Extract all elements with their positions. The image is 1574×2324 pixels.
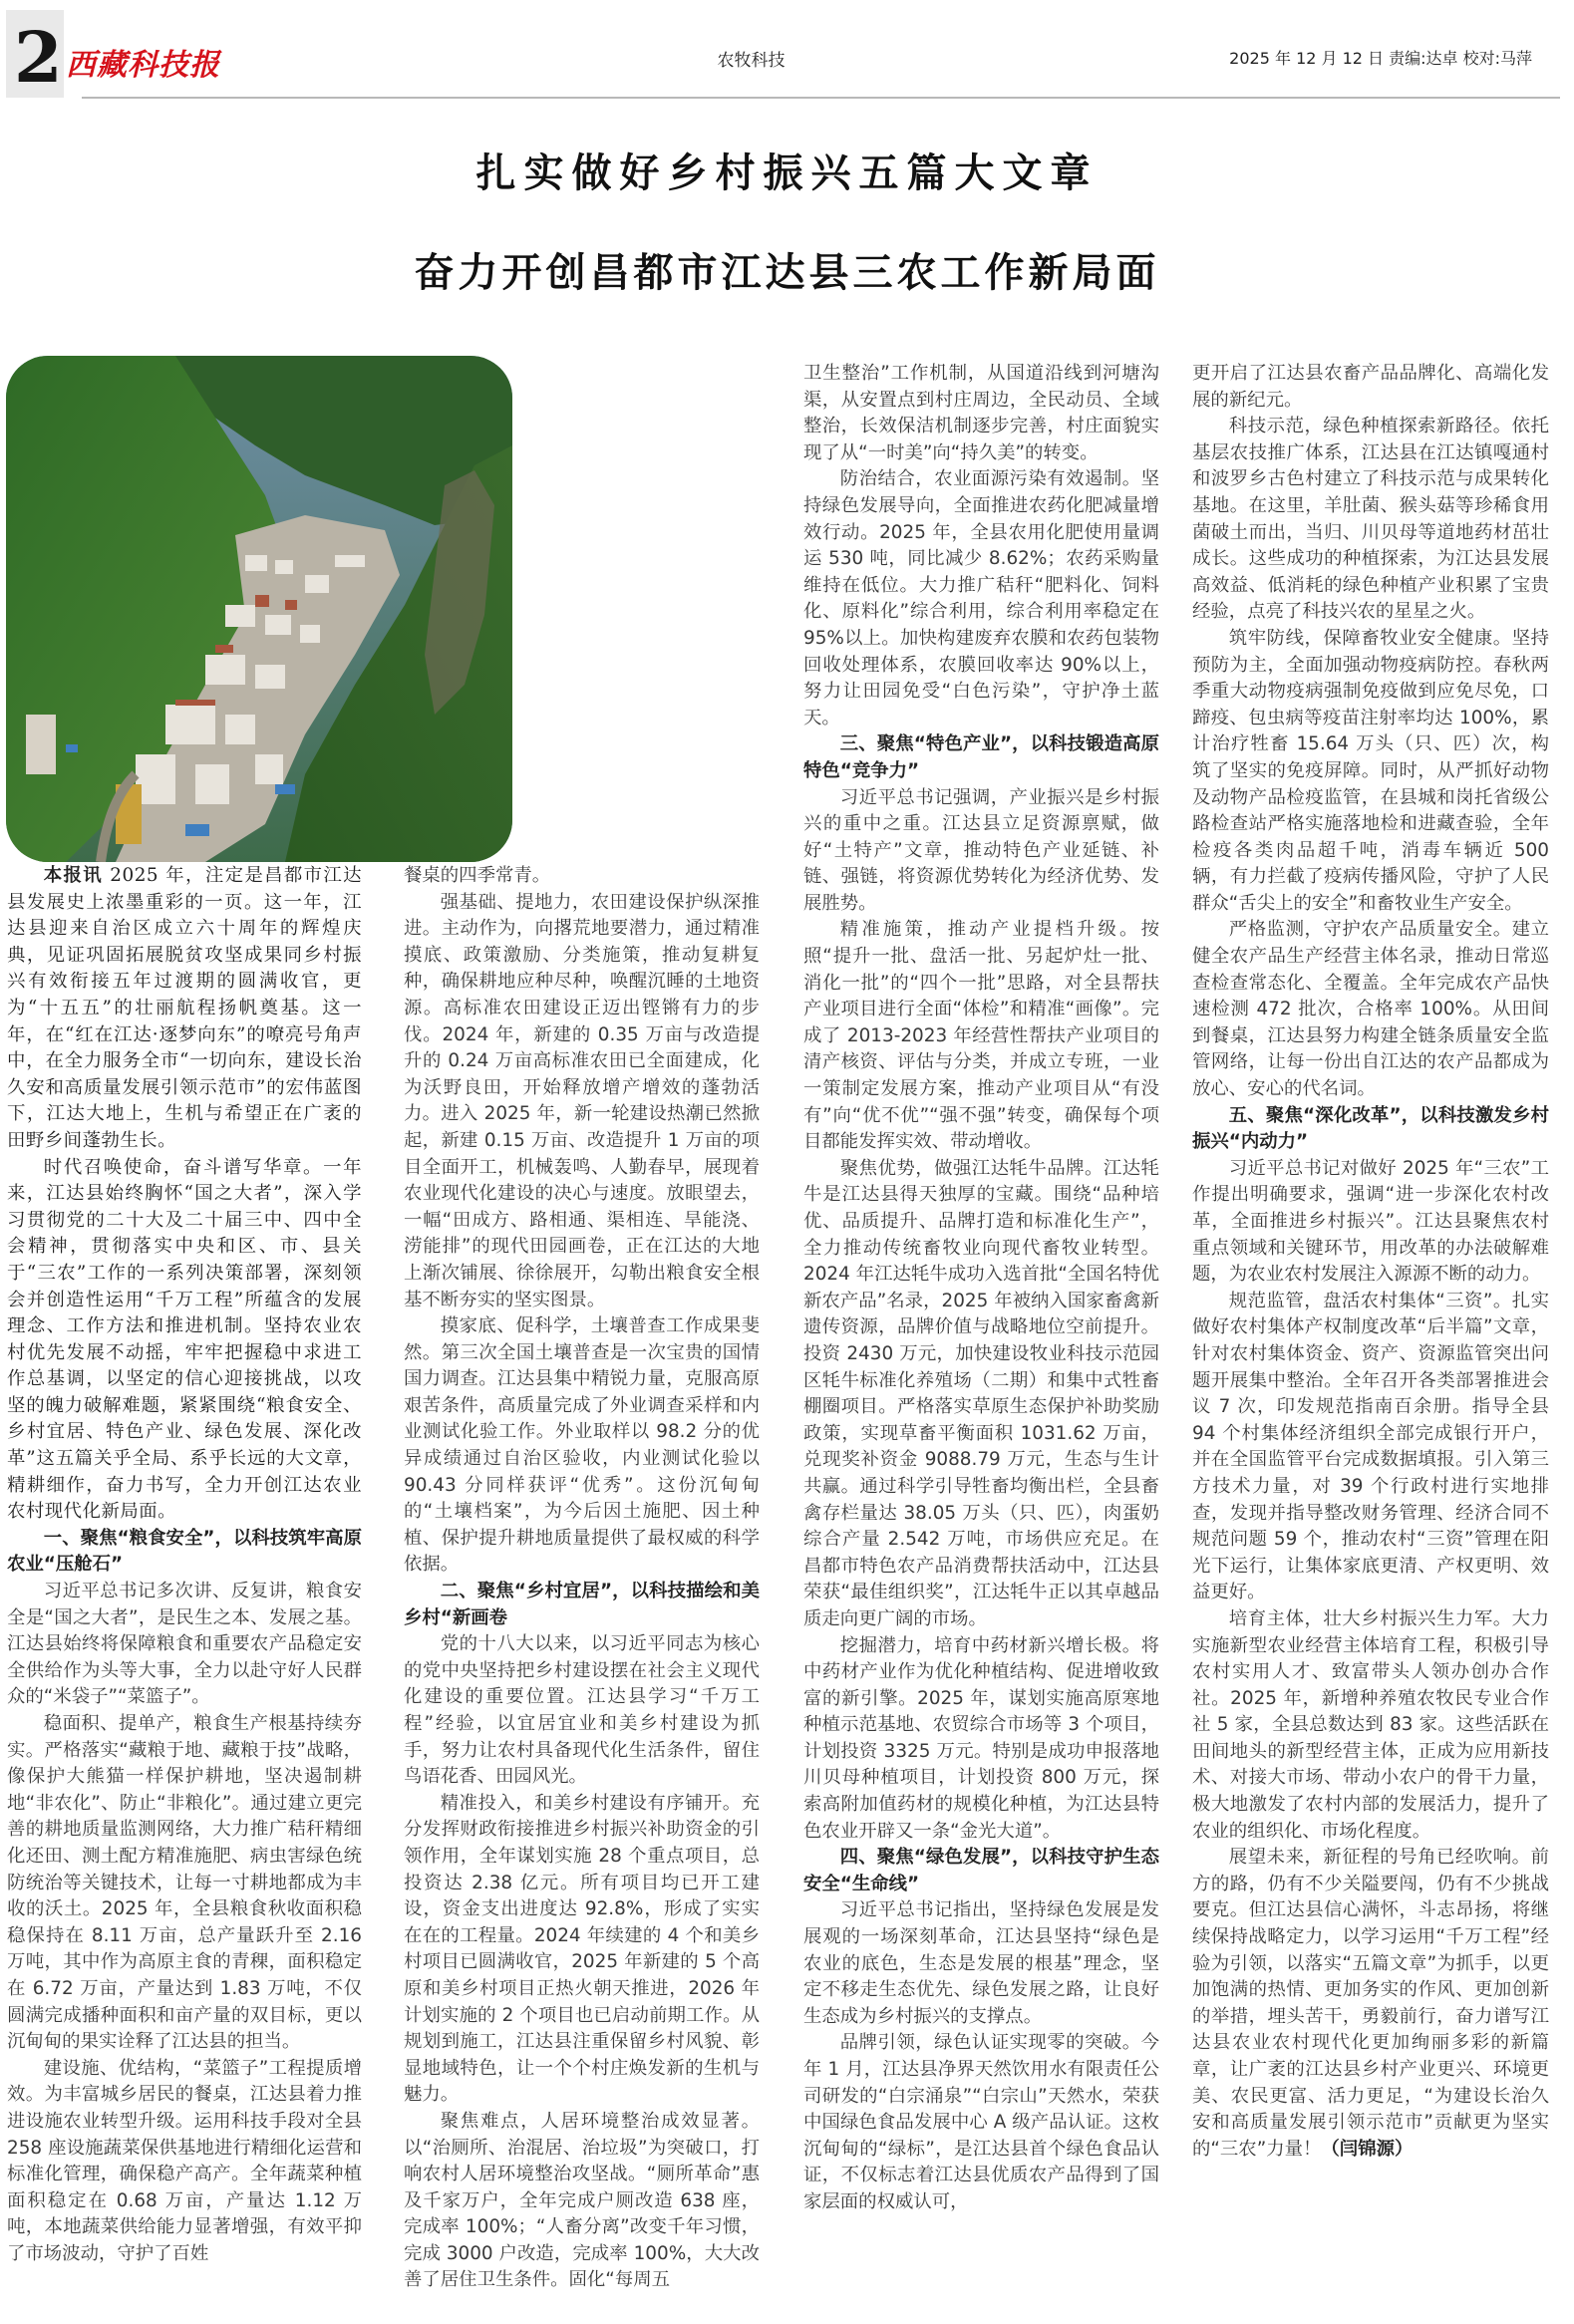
section-heading-1: 一、聚焦“粮食安全”，以科技筑牢高原农业“压舱石” [7, 1527, 362, 1576]
paragraph: 筑牢防线，保障畜牧业安全健康。坚持预防为主，全面加强动物疫病防控。春秋两季重大动物疫病强制免疫做到应免尽免，口蹄疫、包虫病等疫苗注射率均达 100%，累计治疗牲畜 15.64 万头（只、匹）次，构筑了坚实的免疫屏障。同时，从严抓好动物及动物产品检疫监管，在县城和岗托省级公路检查站严格实施落地检和进藏查验，全年检疫各类肉品超千吨，消毒车辆近 500 辆，有力拦截了疫病传播风险，守护了人民群众“舌尖上的安全”和畜牧业生产安全。 [1192, 627, 1549, 914]
paragraph: 品牌引领，绿色认证实现零的突破。今年 1 月，江达县净界天然饮用水有限责任公司研发的“白宗涌泉”“白宗山”天然水，荣获中国绿色食品发展中心 A 级产品认证。这枚沉甸甸的“绿标”，是江达县首个绿色食品认证，不仅标志着江达县优质农产品得到了国家层面的权威认可， [803, 2032, 1159, 2212]
masthead [0, 0, 1574, 100]
paragraph: 党的十八大以来，以习近平同志为核心的党中央坚持把乡村建设摆在社会主义现代化建设的重要位置。江达县学习“千万工程”经验，以宜居宜业和美乡村建设为抓手，努力让农村具备现代化生活条件，留住鸟语花香、田园风光。 [404, 1633, 760, 1788]
article-column-1 [7, 863, 362, 2324]
dateline: 2025 年 12 月 12 日 责编:达卓 校对:马萍 [1229, 49, 1532, 68]
section-heading-5: 五、聚焦“深化改革”，以科技激发乡村振兴“内动力” [1192, 1104, 1549, 1153]
newspaper-logo: 西藏科技报 [66, 48, 220, 83]
paragraph: 科技示范，绿色种植探索新路径。依托基层农技推广体系，江达县在江达镇嘎通村和波罗乡古色村建立了科技示范与成果转化基地。在这里，羊肚菌、猴头菇等珍稀食用菌破土而出，当归、川贝母等道地药材茁壮成长。这些成功的种植探索，为江达县发展高效益、低消耗的绿色种植产业积累了宝贵经验，点亮了科技兴农的星星之火。 [1192, 416, 1549, 623]
section-heading-2: 二、聚焦“乡村宜居”，以科技描绘和美乡村“新画卷 [404, 1581, 760, 1628]
paragraph: 挖掘潜力，培育中药材新兴增长极。将中药材产业作为优化种植结构、促进增收致富的新引擎。2025 年，谋划实施高原寒地种植示范基地、农贸综合市场等 3 个项目，计划投资 3325 万元。特别是成功申报落地川贝母种植项目，计划投资 800 万元，探索高附加值药材的规模化种植，为江达县特色农业开辟又一条“金光大道”。 [803, 1634, 1159, 1842]
paragraph: 摸家底、促科学，土壤普查工作成果斐然。第三次全国土壤普查是一次宝贵的国情国力调查。江达县集中精锐力量，克服高原艰苦条件，高质量完成了外业调查采样和内业测试化验工作。外业取样以 98.2 分的优异成绩通过自治区验收，内业测试化验以 90.43 分同样获评“优秀”。这份沉甸甸的“土壤档案”，为今后因土施肥、因土种植、保护提升耕地质量提供了最权威的科学依据。 [404, 1315, 760, 1576]
paragraph: 防治结合，农业面源污染有效遏制。坚持绿色发展导向，全面推进农药化肥减量增效行动。2025 年，全县农用化肥使用量调运 530 吨，同比减少 8.62%；农药采购量维持在低位。大力推广秸秆“肥料化、饲料化、原料化”综合利用，综合利用率稳定在 95%以上。加快构建废弃农膜和农药包装物回收处理体系，农膜回收率达 90%以上，努力让田园免受“白色污染”，守护净土蓝天。 [803, 468, 1159, 728]
paragraph: 培育主体，壮大乡村振兴生力军。大力实施新型农业经营主体培育工程，积极引导农村实用人才、致富带头人领办创办合作社。2025 年，新增种养殖农牧民专业合作社 5 家，全县总数达到 83 家。这些活跃在田间地头的新型经营主体，正成为应用新技术、对接大市场、带动小农户的骨干力量，极大地激发了农村内部的发展活力，提升了农业的组织化、市场化程度。 [1192, 1607, 1549, 1842]
paragraph: 精准投入，和美乡村建设有序铺开。充分发挥财政衔接推进乡村振兴补助资金的引领作用，全年谋划实施 28 个重点项目，总投资达 2.38 亿元。所有项目均已开工建设，资金支出进度达 92.8%，形成了实实在在的工程量。2024 年续建的 4 个和美乡村项目已圆满收官，2025 年新建的 5 个高原和美乡村项目正热火朝天推进，2026 年计划实施的 2 个项目也已启动前期工作。从规划到施工，江达县注重保留乡村风貌、彰显地域特色，让一个个村庄焕发新的生机与魅力。 [404, 1792, 760, 2106]
closing-text: 展望未来，新征程的号角已经吹响。前方的路，仍有不少关隘要闯，仍有不少挑战要克。但江达县信心满怀，斗志昂扬，将继续保持战略定力，以学习运用“千万工程”经验为引领，以落实“五篇文章”为抓手，以更加饱满的热情、更加务实的作风、更加创新的举措，埋头苦干，勇毅前行，奋力谱写江达县农业农村现代化更加绚丽多彩的新篇章，让广袤的江达县乡村产业更兴、环境更美、农民更富、活力更足，“为建设长治久安和高质量发展引领示范市”贡献更为坚实的“三农”力量！ [1192, 1847, 1549, 2160]
paragraph: 聚焦难点，人居环境整治成效显著。以“治厕所、治混居、治垃圾”为突破口，打响农村人居环境整治攻坚战。“厕所革命”惠及千家万户，全年完成户厕改造 638 座，完成率 100%；“人畜分离”改变千年习惯，完成 3000 户改造，完成率 100%，大大改善了居住卫生条件。固化“每周五 [404, 2110, 760, 2291]
section-heading-4: 四、聚焦“绿色发展”，以科技守护生态安全“生命线” [803, 1847, 1159, 1894]
paragraph-continued: 更开启了江达县农畜产品品牌化、高端化发展的新纪元。 [1192, 363, 1549, 411]
paragraph: 稳面积、提单产，粮食生产根基持续夯实。严格落实“藏粮于地、藏粮于技”战略，像保护大熊猫一样保护耕地，坚决遏制耕地“非农化”、防止“非粮化”。通过建立更完善的耕地质量监测网络，大力推广秸秆精细化还田、测土配方精准施肥、病虫害绿色统防统治等关键技术，让每一寸耕地都成为丰收的沃土。2025 年，全县粮食秋收面积稳稳保持在 8.11 万亩，总产量跃升至 2.16 万吨，其中作为高原主食的青稞，面积稳定在 6.72 万亩，产量达到 1.83 万吨，不仅圆满完成播种面积和亩产量的双目标，更以沉甸甸的果实诠释了江达县的担当。 [7, 1713, 362, 2053]
valley-town-photo [6, 356, 512, 862]
paragraph: 习近平总书记强调，产业振兴是乡村振兴的重中之重。江达县立足资源禀赋，做好“土特产”文章，推动特色产业延链、补链、强链，将资源优势转化为经济优势、发展胜势。 [803, 786, 1159, 914]
headline-line-2: 奋力开创昌都市江达县三农工作新局面 [414, 249, 1160, 296]
paragraph: 习近平总书记多次讲、反复讲，粮食安全是“国之大者”，是民生之本、发展之基。江达县始终将保障粮食和重要农产品稳定安全供给作为头等大事，全力以赴守好人民群众的“米袋子”“菜篮子”。 [7, 1581, 362, 1708]
paragraph: 强基础、提地力，农田建设保护纵深推进。主动作为，向撂荒地要潜力，通过精准摸底、政策激励、分类施策，推动复耕复种，确保耕地应种尽种，唤醒沉睡的土地资源。高标准农田建设正迈出铿锵有力的步伐。2024 年，新建的 0.35 万亩与改造提升的 0.24 万亩高标准农田已全面建成，化为沃野良田，开始释放增产增效的蓬勃活力。进入 2025 年，新一轮建设热潮已然掀起，新建 0.15 万亩、改造提升 1 万亩的项目全面开工，机械轰鸣、人勤春早，展现着农业现代化建设的决心与速度。放眼望去，一幅“田成方、路相通、渠相连、旱能浇、涝能排”的现代田园画卷，正在江达的大地上渐次铺展、徐徐展开，勾勒出粮食安全根基不断夯实的坚实图景。 [404, 891, 760, 1310]
paragraph-continued: 卫生整治”工作机制，从国道沿线到河塘沟渠，从安置点到村庄周边，全民动员、全域整治，长效保洁机制逐步完善，村庄面貌实现了从“一时美”向“持久美”的转变。 [803, 363, 1159, 463]
lead-paragraph [7, 863, 362, 1155]
intro-paragraph: 时代召唤使命，奋斗谱写华章。一年来，江达县始终胸怀“国之大者”，深入学习贯彻党的二十大及二十届三中、四中全会精神，贯彻落实中央和区、市、县关于“三农”工作的一系列决策部署，深刻领会并创造性运用“千万工程”所蕴含的发展理念、工作方法和推进机制。坚持农业农村优先发展不动摇，牢牢把握稳中求进工作总基调，以坚定的信心迎接挑战，以攻坚的魄力破解难题，紧紧围绕“粮食安全、乡村宜居、特色产业、绿色发展、深化改革”这五篇关乎全局、系乎长远的大文章，精耕细作，奋力书写，全力开创江达农业农村现代化新局面。 [7, 1156, 362, 1523]
paragraph: 习近平总书记对做好 2025 年“三农”工作提出明确要求，强调“进一步深化农村改革，全面推进乡村振兴”。江达县聚焦农村重点领域和关键环节，用改革的办法破解难题，为农业农村发展注入源源不断的动力。 [1192, 1157, 1549, 1286]
lead-tag: 本报讯 [43, 865, 104, 886]
article-column-3 [803, 361, 1159, 2324]
paragraph: 习近平总书记指出，坚持绿色发展是发展观的一场深刻革命，江达县坚持“绿色是农业的底色，生态是发展的根基”理念，坚定不移走生态优先、绿色发展之路，让良好生态成为乡村振兴的支撑点。 [803, 1899, 1159, 2027]
paragraph: 建设施、优结构，“菜篮子”工程提质增效。为丰富城乡居民的餐桌，江达县着力推进设施农业转型升级。运用科技手段对全县 258 座设施蔬菜保供基地进行精细化运营和标准化管理，确保稳产高产。全年蔬菜种植面积稳定在 0.68 万亩，产量达 1.12 万吨，本地蔬菜供给能力显著增强，有效平抑了市场波动，守护了百姓 [7, 2057, 362, 2264]
article-photo [6, 356, 512, 862]
paragraph-continued: 餐桌的四季常青。 [404, 865, 551, 886]
section-heading-3: 三、聚焦“特色产业”，以科技锻造高原特色“竞争力” [803, 733, 1159, 781]
paragraph: 严格监测，守护农产品质量安全。建立健全农产品生产经营主体名录，推动日常巡查检查常态化、全覆盖。全年完成农产品快速检测 472 批次，合格率 100%。从田间到餐桌，江达县努力构建全链条质量安全监管网络，让每一份出自江达的农产品都成为放心、安心的代名词。 [1192, 919, 1549, 1100]
page-number: 2 [14, 16, 63, 99]
paragraph: 精准施策，推动产业提档升级。按照“提升一批、盘活一批、另起炉灶一批、消化一批”的“四个一批”思路，对全县帮扶产业项目进行全面“体检”和精准“画像”。完成了 2013-2023 年经营性帮扶产业项目的清产核资、评估与分类，并成立专班，一业一策制定发展方案，推动产业项目从“有没有”向“优不优”“强不强”转变，确保每个项目都能发挥实效、带动增收。 [803, 919, 1159, 1153]
paragraph: 规范监管，盘活农村集体“三资”。扎实做好农村集体产权制度改革“后半篇”文章，针对农村集体资金、资产、资源监管突出问题开展集中整治。全年召开各类部署推进会议 7 次，印发规范指南百余册。指导全县 94 个村集体经济组织全部完成银行开户，并在全国监管平台完成数据填报。引入第三方技术力量，对 39 个行政村进行实地排查，发现并指导整改财务管理、经济合同不规范问题 59 个，推动农村“三资”管理在阳光下运行，让集体家底更清、产权更明、效益更好。 [1192, 1290, 1549, 1603]
paragraph: 聚焦优势，做强江达牦牛品牌。江达牦牛是江达县得天独厚的宝藏。围绕“品种培优、品质提升、品牌打造和标准化生产”，全力推动传统畜牧业向现代畜牧业转型。2024 年江达牦牛成功入选首批“全国名特优新农产品”名录，2025 年被纳入国家畜禽新遗传资源，品牌价值与战略地位空前提升。投资 2430 万元，加快建设牧业科技示范园区牦牛标准化养殖场（二期）和集中式牲畜棚圈项目。严格落实草原生态保护补助奖励政策，实现草畜平衡面积 1031.62 万亩，兑现奖补资金 9088.79 万元，生态与生计共赢。通过科学引导牲畜均衡出栏，全县畜禽存栏量达 38.05 万头（只、匹），肉蛋奶综合产量 2.542 万吨，市场供应充足。在昌都市特色农产品消费帮扶活动中，江达县荣获“最佳组织奖”，江达牦牛正以其卓越品质走向更广阔的市场。 [803, 1157, 1159, 1629]
byline: （闫锦源） [1321, 2138, 1414, 2160]
section-name: 农牧科技 [717, 51, 786, 71]
lead-text: 2025 年，注定是昌都市江达县发展史上浓墨重彩的一页。这一年，江达县迎来自治区成立六十周年的辉煌庆典，见证巩固拓展脱贫攻坚成果同乡村振兴有效衔接五年过渡期的圆满收官，更为“十五五”的壮丽航程扬帆奠基。这一年，在“红在江达·逐梦向东”的嘹亮号角声中，在全力服务全市“一切向东，建设长治久安和高质量发展引领示范市”的宏伟蓝图下，江达大地上，生机与希望正在广袤的田野乡间蓬勃生长。 [7, 865, 362, 1151]
headline-line-1: 扎实做好乡村振兴五篇大文章 [475, 149, 1099, 196]
article-column-4 [1192, 361, 1549, 2324]
masthead-rule [82, 97, 1560, 99]
article-column-2 [404, 863, 760, 2324]
closing-paragraph [1192, 1845, 1549, 2163]
